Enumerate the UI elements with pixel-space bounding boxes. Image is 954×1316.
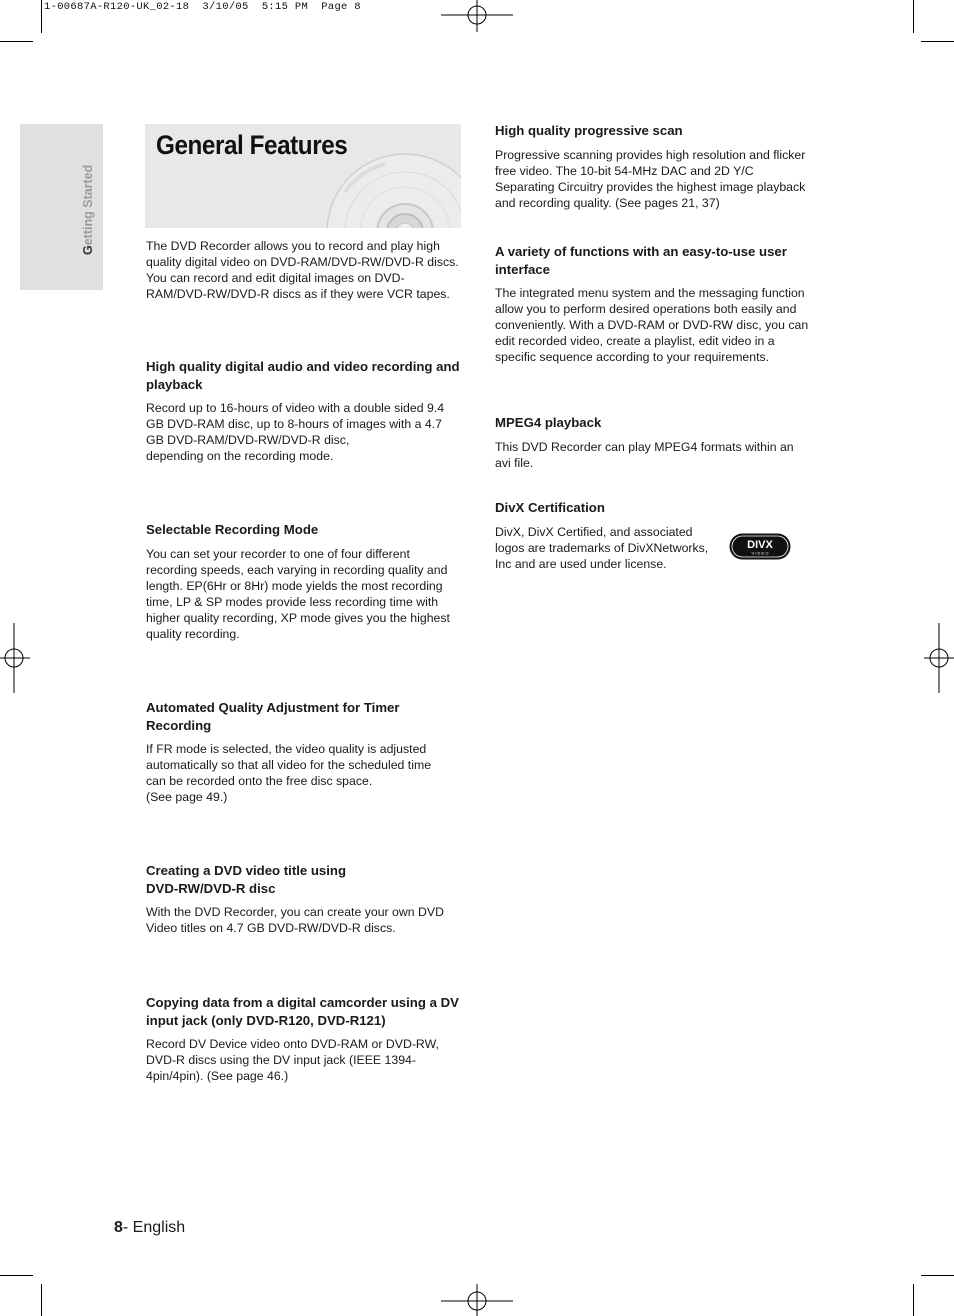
section-heading: Selectable Recording Mode xyxy=(146,522,319,537)
registration-mark-icon xyxy=(0,623,30,693)
crop-mark xyxy=(921,1275,954,1276)
feature-section xyxy=(146,358,462,464)
crop-mark xyxy=(0,41,33,42)
page-number: 8 xyxy=(114,1219,123,1236)
registration-mark-icon xyxy=(441,1284,513,1316)
section-body: Record DV Device video onto DVD-RAM or DVD-RW, DVD-R discs using the DV input jack (IEEE 1394-4pin/4pin). (See page 46.) xyxy=(146,1037,439,1083)
feature-section xyxy=(495,122,811,211)
section-body: The integrated menu system and the messaging function allow you to perform desired operations both easily and conveniently. With a DVD-RAM or DVD-RW disc, you can edit recorded video, create a playlist, edit video in a specific sequence according to your requirements. xyxy=(495,286,809,364)
section-heading: Creating a DVD video title using DVD-RW/DVD-R disc xyxy=(146,863,347,896)
side-tab-label xyxy=(81,165,95,255)
registration-mark-icon xyxy=(924,623,954,693)
section-heading: DivX Certification xyxy=(495,500,605,515)
crop-mark xyxy=(913,1284,914,1316)
section-body: With the DVD Recorder, you can create your own DVD Video titles on 4.7 GB DVD-RW/DVD-R discs. xyxy=(146,905,444,935)
crop-mark xyxy=(921,41,954,42)
page-title: General Features xyxy=(156,130,348,160)
section-body: Record up to 16-hours of video with a double sided 9.4 GB DVD-RAM disc, up to 8-hours of images with a 4.7 GB DVD-RAM/DVD-RW/DVD-R disc, depending on the recording mode. xyxy=(146,401,445,463)
section-body: You can set your recorder to one of four different recording speeds, each varying in recording quality and length. EP(6Hr or 8Hr) mode yields the most recording time, LP & SP modes provide less recording time with higher quality recording, XP mode gives you the highest quality recording. xyxy=(146,546,450,641)
registration-mark-icon xyxy=(441,0,513,32)
crop-mark xyxy=(41,1284,42,1316)
section-heading: High quality progressive scan xyxy=(495,123,683,138)
section-heading: MPEG4 playback xyxy=(495,415,602,430)
side-tab-label-rest: etting Started xyxy=(81,164,95,246)
feature-section xyxy=(495,414,811,471)
divx-logo-word: DIVX xyxy=(747,539,773,551)
section-heading: A variety of functions with an easy-to-use user interface xyxy=(495,244,787,277)
divx-logo-icon xyxy=(729,533,791,560)
disc-icon xyxy=(325,152,461,228)
section-body: If FR mode is selected, the video quality is adjusted automatically so that all video for the scheduled time can be recorded onto the free disc space. (See page 49.) xyxy=(146,742,432,804)
section-body: DivX, DivX Certified, and associated logos are trademarks of DivXNetworks, Inc and are used under license. xyxy=(495,524,709,571)
footer-language: - English xyxy=(122,1219,186,1236)
section-body: This DVD Recorder can play MPEG4 formats within an avi file. xyxy=(495,439,794,470)
feature-section xyxy=(146,699,446,805)
section-heading: Copying data from a digital camcorder using a DV input jack (only DVD-R120, DVD-R121) xyxy=(146,995,459,1028)
section-heading: Automated Quality Adjustment for Timer Recording xyxy=(146,700,400,733)
print-slug: 1-00687A-R120-UK_02-18 3/10/05 5:15 PM Page 8 xyxy=(44,1,361,13)
feature-section xyxy=(146,994,462,1084)
intro-paragraph: The DVD Recorder allows you to record and play high quality digital video on DVD-RAM/DVD-RW/DVD-R discs. You can record and edit digital images on DVD-RAM/DVD-RW/DVD-R discs as if they were VCR tapes. xyxy=(146,239,459,301)
side-tab-label-initial: G xyxy=(81,245,95,255)
crop-mark xyxy=(0,1275,33,1276)
crop-mark xyxy=(913,0,914,33)
section-body: Progressive scanning provides high resolution and flicker free video. The 10-bit 54-MHz DAC and 2D Y/C Separating Circuitry provides the highest image playback and recording quality. (See pages 21, 37) xyxy=(495,147,806,210)
feature-section xyxy=(146,521,462,642)
page-footer xyxy=(114,1219,185,1237)
section-heading: High quality digital audio and video recording and playback xyxy=(146,359,460,392)
title-banner xyxy=(145,124,461,228)
feature-section xyxy=(146,862,462,936)
crop-mark xyxy=(41,0,42,33)
feature-section xyxy=(495,243,811,365)
divx-logo-sub: V I D E O xyxy=(751,550,769,556)
